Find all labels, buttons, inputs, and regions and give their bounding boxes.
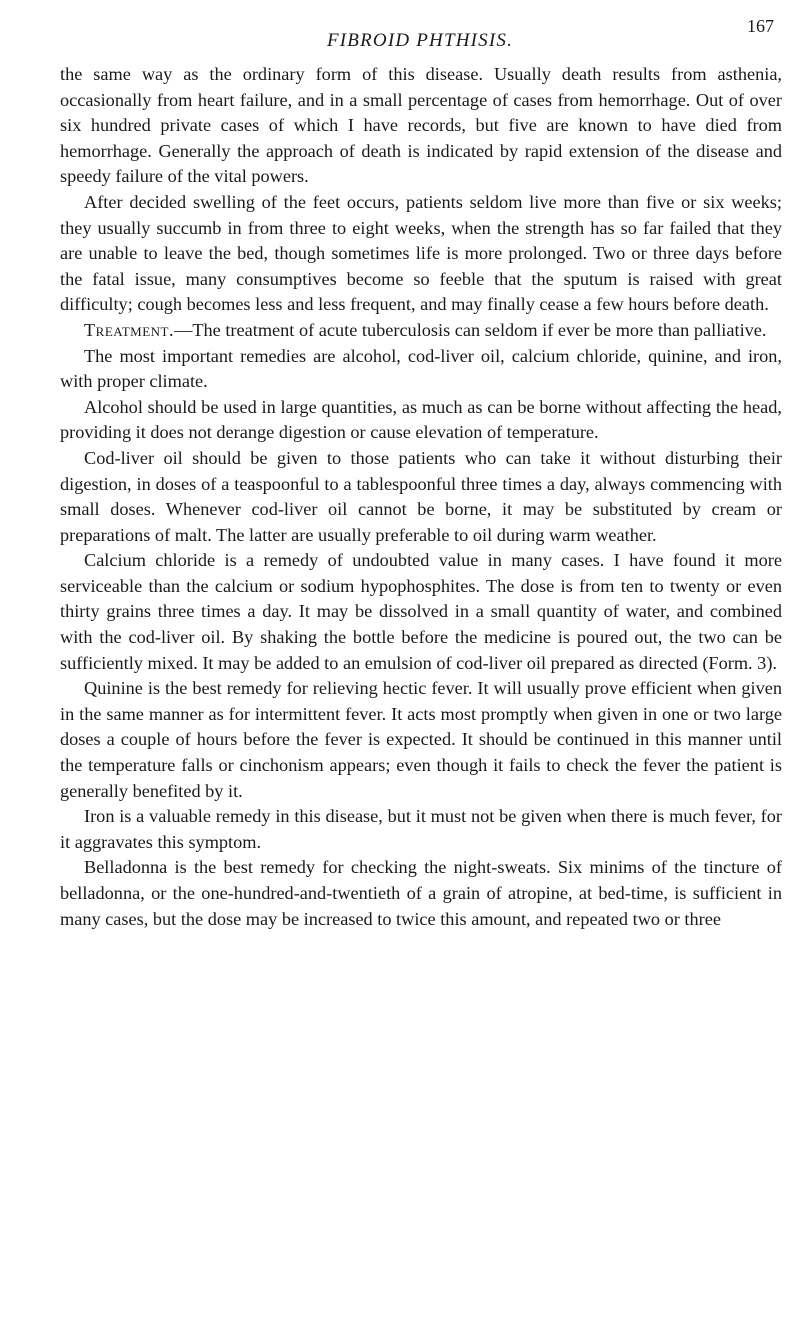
paragraph-cod-liver-oil: Cod-liver oil should be given to those patients who can take it without disturbing their digestion, in doses of a teaspoonful to a tablespoonful three times a day, always commencing with small doses. Whenever cod-liver oil cannot be borne, it may be substituted by cream or preparations of malt. The latter are usually preferable to oil during warm weather. [60,447,782,545]
treatment-heading: Treatment. [84,319,175,340]
paragraph-quinine: Quinine is the best remedy for relieving hectic fever. It will usually prove efficient when given in the same manner as for intermittent fever. It acts most promptly when given in one or two large doses a couple of hours before the fever is expected. It should be continued in this manner until the temperature falls or cinchonism appears; even though it fails to check the fever the patient is generally benefited by it. [60,678,782,801]
paragraph-alcohol: Alcohol should be used in large quantities, as much as can be borne without affecting the head, providing it does not derange digestion or cause elevation of temperature. [60,396,782,443]
paragraph-belladonna: Belladonna is the best remedy for checking the night-sweats. Six minims of the tincture of belladonna, or the one-hundred-and-twentieth of a grain of atropine, at bed-time, is sufficient in many cases, but the dose may be increased to twice this amount, and repeated two or three [60,857,782,929]
paragraph-death-causes: the same way as the ordinary form of this disease. Usually death results from asthenia, occasionally from heart failure, and in a small percentage of cases from hemorrhage. Out of over six hundred private cases of which I have records, but five are known to have died from hemorrhage. Generally the approach of death is indicated by rapid extension of the disease and speedy failure of the vital powers. [60,64,782,187]
page-number: 167 [747,16,774,36]
body-text [60,62,782,932]
treatment-text: —The treatment of acute tuberculosis can seldom if ever be more than palliative. [174,319,767,340]
paragraph-remedies: The most important remedies are alcohol, cod-liver oil, calcium chloride, quinine, and iron, with proper climate. [60,345,782,392]
running-head-title: FIBROID PHTHISIS. [326,30,514,51]
paragraph-iron: Iron is a valuable remedy in this disease, but it must not be given when there is much fever, for it aggravates this symptom. [60,806,782,852]
paragraph-calcium-chloride: Calcium chloride is a remedy of undoubted value in many cases. I have found it more serviceable than the calcium or sodium hypophosphites. The dose is from ten to twenty or even thirty grains three times a day. It may be dissolved in a small quantity of water, and combined with the cod-liver oil. By shaking the bottle before the medicine is poured out, the two can be sufficiently mixed. It may be added to an emulsion of cod-liver oil prepared as directed (Form. 3). [60,550,782,673]
running-head [60,16,780,56]
paragraph-swelling-of-feet: After decided swelling of the feet occurs, patients seldom live more than five or six weeks; they usually succumb in from three to eight weeks, when the strength has so far failed that they are unable to leave the bed, though sometimes life is more prolonged. Two or three days before the fatal issue, many consumptives become so feeble that the sputum is raised with great difficulty; cough becomes less and less frequent, and may finally cease a few hours before death. [60,191,782,315]
paragraph-treatment [60,318,782,344]
